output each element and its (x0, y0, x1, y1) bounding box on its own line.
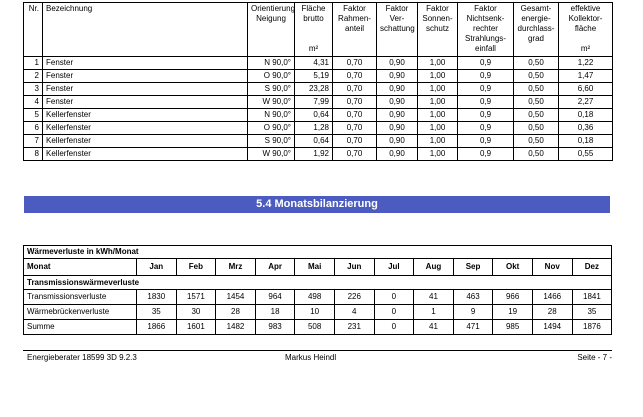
cell-rahmen: 0,70 (333, 83, 377, 96)
month-value: 1830 (137, 290, 177, 305)
cell-versch: 0,90 (377, 148, 418, 161)
cell-nr: 8 (24, 148, 43, 161)
header-flaeche-unit: m² (308, 44, 319, 53)
header-flaeche: Fläche brutto m² (295, 3, 333, 57)
month-value: 966 (493, 290, 533, 305)
header-orientierung: Orientierung Neigung (248, 3, 295, 57)
cell-area: 4,31 (295, 57, 333, 70)
cell-sonne: 1,00 (418, 57, 458, 70)
cell-name: Fenster (43, 96, 248, 109)
cell-name: Fenster (43, 83, 248, 96)
monthly-table-title: Wärmeverluste in kWh/Monat (24, 246, 612, 259)
month-value: 508 (295, 320, 335, 335)
cell-name: Kellerfenster (43, 122, 248, 135)
cell-sonne: 1,00 (418, 135, 458, 148)
cell-eff: 6,60 (559, 83, 613, 96)
window-table (23, 2, 613, 161)
row-label: Summe (24, 320, 137, 335)
cell-g: 0,50 (514, 148, 559, 161)
cell-versch: 0,90 (377, 122, 418, 135)
cell-sonne: 1,00 (418, 148, 458, 161)
subheading-row (24, 276, 612, 290)
month-value: 28 (216, 305, 256, 320)
month-value: 35 (572, 305, 612, 320)
cell-g: 0,50 (514, 109, 559, 122)
row-label: Wärmebrückenverluste (24, 305, 137, 320)
window-row (24, 83, 613, 96)
month-header: Jun (334, 259, 374, 276)
cell-nr: 2 (24, 70, 43, 83)
month-header: Feb (176, 259, 216, 276)
cell-g: 0,50 (514, 135, 559, 148)
month-value: 0 (374, 305, 414, 320)
month-value: 10 (295, 305, 335, 320)
footer-author: Markus Heindl (285, 353, 337, 362)
cell-eff: 0,18 (559, 109, 613, 122)
header-gesamt: Gesamt- energie- durchlass- grad (514, 3, 559, 57)
section-heading: 5.4 Monatsbilanzierung (24, 196, 610, 213)
cell-g: 0,50 (514, 57, 559, 70)
month-value: 226 (334, 290, 374, 305)
cell-area: 0,64 (295, 109, 333, 122)
window-row (24, 148, 613, 161)
month-header: Jul (374, 259, 414, 276)
header-verschattung: Faktor Ver- schattung (377, 3, 418, 57)
cell-nichtsenk: 0,9 (458, 109, 514, 122)
header-nichtsenk: Faktor Nichtsenk- rechter Strahlungs- einfall (458, 3, 514, 57)
cell-orient: W 90,0° (248, 148, 295, 161)
cell-nichtsenk: 0,9 (458, 57, 514, 70)
cell-orient: S 90,0° (248, 135, 295, 148)
cell-area: 1,28 (295, 122, 333, 135)
month-value: 4 (334, 305, 374, 320)
subheading: Transmissionswärmeverluste (24, 276, 612, 290)
month-value: 0 (374, 290, 414, 305)
cell-orient: O 90,0° (248, 122, 295, 135)
cell-sonne: 1,00 (418, 70, 458, 83)
cell-versch: 0,90 (377, 70, 418, 83)
cell-orient: N 90,0° (248, 109, 295, 122)
month-header: Jan (137, 259, 177, 276)
header-effektiv-unit: m² (580, 44, 591, 53)
window-row (24, 122, 613, 135)
window-row (24, 109, 613, 122)
cell-rahmen: 0,70 (333, 109, 377, 122)
cell-area: 1,92 (295, 148, 333, 161)
cell-nichtsenk: 0,9 (458, 83, 514, 96)
month-header: Aug (414, 259, 454, 276)
cell-area: 23,28 (295, 83, 333, 96)
month-header: Mai (295, 259, 335, 276)
monthly-table (23, 245, 612, 335)
month-header: Sep (453, 259, 493, 276)
page-footer (23, 350, 612, 365)
cell-nr: 3 (24, 83, 43, 96)
footer-software: Energieberater 18599 3D 9.2.3 (27, 353, 137, 362)
cell-rahmen: 0,70 (333, 148, 377, 161)
month-header-row (24, 259, 612, 276)
cell-versch: 0,90 (377, 96, 418, 109)
row-label: Transmissionsverluste (24, 290, 137, 305)
month-header: Mrz (216, 259, 256, 276)
cell-eff: 0,36 (559, 122, 613, 135)
cell-area: 0,64 (295, 135, 333, 148)
cell-orient: S 90,0° (248, 83, 295, 96)
header-effektiv: effektive Kollektor- fläche m² (559, 3, 613, 57)
month-value: 1866 (137, 320, 177, 335)
cell-eff: 0,18 (559, 135, 613, 148)
header-bezeichnung: Bezeichnung (43, 3, 248, 57)
cell-orient: W 90,0° (248, 96, 295, 109)
month-value: 1466 (532, 290, 572, 305)
month-value: 41 (414, 320, 454, 335)
cell-rahmen: 0,70 (333, 57, 377, 70)
month-label: Monat (24, 259, 137, 276)
cell-name: Fenster (43, 57, 248, 70)
month-value: 1876 (572, 320, 612, 335)
cell-g: 0,50 (514, 83, 559, 96)
month-value: 983 (255, 320, 295, 335)
cell-name: Fenster (43, 70, 248, 83)
cell-name: Kellerfenster (43, 148, 248, 161)
monthly-table-title-row (24, 246, 612, 259)
cell-nichtsenk: 0,9 (458, 122, 514, 135)
cell-nichtsenk: 0,9 (458, 148, 514, 161)
month-value: 30 (176, 305, 216, 320)
month-value: 1454 (216, 290, 256, 305)
month-value: 19 (493, 305, 533, 320)
cell-versch: 0,90 (377, 109, 418, 122)
cell-eff: 2,27 (559, 96, 613, 109)
month-value: 1 (414, 305, 454, 320)
month-value: 471 (453, 320, 493, 335)
window-row (24, 135, 613, 148)
loss-row (24, 305, 612, 320)
month-value: 463 (453, 290, 493, 305)
window-row (24, 57, 613, 70)
cell-orient: O 90,0° (248, 70, 295, 83)
month-header: Dez (572, 259, 612, 276)
month-header: Apr (255, 259, 295, 276)
cell-orient: N 90,0° (248, 57, 295, 70)
cell-sonne: 1,00 (418, 83, 458, 96)
month-value: 0 (374, 320, 414, 335)
loss-row (24, 320, 612, 335)
cell-versch: 0,90 (377, 83, 418, 96)
month-value: 1841 (572, 290, 612, 305)
cell-nr: 6 (24, 122, 43, 135)
month-value: 1571 (176, 290, 216, 305)
month-value: 41 (414, 290, 454, 305)
month-header: Nov (532, 259, 572, 276)
cell-area: 5,19 (295, 70, 333, 83)
month-value: 18 (255, 305, 295, 320)
cell-versch: 0,90 (377, 135, 418, 148)
cell-g: 0,50 (514, 122, 559, 135)
month-value: 985 (493, 320, 533, 335)
month-value: 498 (295, 290, 335, 305)
cell-rahmen: 0,70 (333, 70, 377, 83)
cell-rahmen: 0,70 (333, 135, 377, 148)
cell-sonne: 1,00 (418, 96, 458, 109)
month-value: 1494 (532, 320, 572, 335)
loss-row (24, 290, 612, 305)
cell-rahmen: 0,70 (333, 96, 377, 109)
window-row (24, 96, 613, 109)
cell-nr: 5 (24, 109, 43, 122)
cell-g: 0,50 (514, 70, 559, 83)
cell-nr: 7 (24, 135, 43, 148)
cell-nichtsenk: 0,9 (458, 70, 514, 83)
month-header: Okt (493, 259, 533, 276)
window-row (24, 70, 613, 83)
month-value: 231 (334, 320, 374, 335)
cell-name: Kellerfenster (43, 109, 248, 122)
cell-nr: 1 (24, 57, 43, 70)
cell-eff: 1,22 (559, 57, 613, 70)
month-value: 1482 (216, 320, 256, 335)
header-nr: Nr. (24, 3, 43, 57)
cell-name: Kellerfenster (43, 135, 248, 148)
cell-versch: 0,90 (377, 57, 418, 70)
cell-eff: 0,55 (559, 148, 613, 161)
cell-g: 0,50 (514, 96, 559, 109)
cell-sonne: 1,00 (418, 109, 458, 122)
cell-nr: 4 (24, 96, 43, 109)
month-value: 35 (137, 305, 177, 320)
header-rahmen: Faktor Rahmen- anteil (333, 3, 377, 57)
cell-nichtsenk: 0,9 (458, 96, 514, 109)
month-value: 9 (453, 305, 493, 320)
month-value: 1601 (176, 320, 216, 335)
cell-rahmen: 0,70 (333, 122, 377, 135)
cell-eff: 1,47 (559, 70, 613, 83)
footer-page-number: Seite - 7 - (577, 353, 612, 362)
month-value: 28 (532, 305, 572, 320)
cell-sonne: 1,00 (418, 122, 458, 135)
header-sonnenschutz: Faktor Sonnen- schutz (418, 3, 458, 57)
cell-nichtsenk: 0,9 (458, 135, 514, 148)
cell-area: 7,99 (295, 96, 333, 109)
month-value: 964 (255, 290, 295, 305)
window-table-header (24, 3, 613, 57)
